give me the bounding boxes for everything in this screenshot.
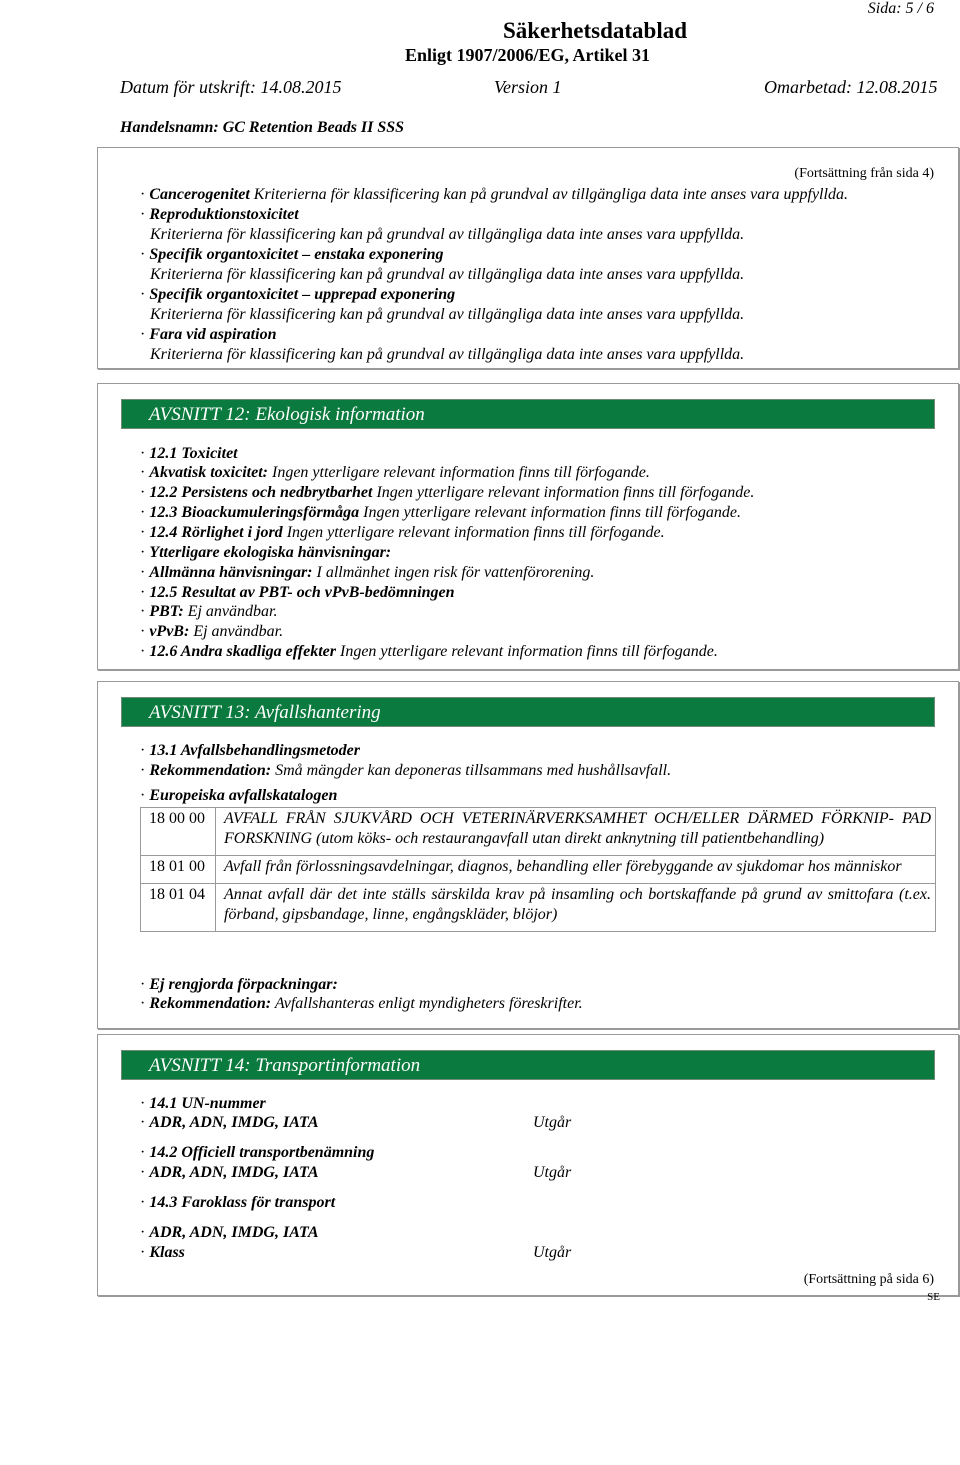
recommendation2-value: Avfallshanteras enligt myndigheters föreskrifter. <box>274 995 583 1012</box>
section-14-heading: AVSNITT 14: Transportinformation <box>121 1050 935 1080</box>
aquatic-value: Ingen ytterligare relevant information finns till förfogande. <box>271 464 650 481</box>
waste-code: 18 01 00 <box>141 856 216 884</box>
uncleaned-packaging-line: · Ej rengjorda förpackningar: <box>140 976 338 993</box>
stot-single-line: · Specifik organtoxicitet – enstaka exponering <box>140 246 444 263</box>
version: Version 1 <box>494 77 562 97</box>
s122-value: Ingen ytterligare relevant information finns till förfogande. <box>376 484 755 501</box>
document-title: Säkerhetsdatablad <box>502 18 688 43</box>
s131-label: 13.1 Avfallsbehandlingsmetoder <box>149 742 360 759</box>
page-number: Sida: 5 / 6 <box>867 0 934 17</box>
table-row <box>141 856 936 884</box>
table-row <box>141 884 936 932</box>
class-label: Klass <box>149 1244 185 1261</box>
criteria-text: Kriterierna för klassificering kan på grundval av tillgängliga data inte anses vara uppfyllda. <box>253 186 848 203</box>
stot-single-label: Specifik organtoxicitet – enstaka exponering <box>149 246 444 263</box>
s126-line: · 12.6 Andra skadliga effekter Ingen ytterligare relevant information finns till förfogande. <box>140 643 718 660</box>
general-notes-line: · Allmänna hänvisningar: I allmänhet ingen risk för vattenförorening. <box>140 564 595 581</box>
s124-line: · 12.4 Rörlighet i jord Ingen ytterligare relevant information finns till förfogande. <box>140 524 665 541</box>
repro-label: Reproduktionstoxicitet <box>149 206 299 223</box>
recommendation-label: Rekommendation: <box>149 762 272 779</box>
carcinogenicity-label: Cancerogenitet <box>149 186 250 203</box>
s125-line: · 12.5 Resultat av PBT- och vPvB-bedömningen <box>140 584 455 601</box>
class-line: · Klass <box>140 1244 185 1261</box>
s124-label: 12.4 Rörlighet i jord <box>149 524 283 541</box>
stot-repeat-label: Specifik organtoxicitet – upprepad exponering <box>149 286 456 303</box>
document-subtitle: Enligt 1907/2006/EG, Artikel 31 <box>404 45 650 65</box>
waste-description: Avfall från förlossningsavdelningar, diagnos, behandling eller förebyggande av sjukdomar hos människor <box>216 856 936 884</box>
recommendation2-line: · Rekommendation: Avfallshanteras enligt myndigheters föreskrifter. <box>140 995 583 1012</box>
s121-label: 12.1 Toxicitet <box>149 445 238 462</box>
eak-line: · Europeiska avfallskatalogen <box>140 787 338 804</box>
s122-label: 12.2 Persistens och nedbrytbarhet <box>149 484 373 501</box>
s142-line: · 14.2 Officiell transportbenämning <box>140 1144 375 1161</box>
modes-label: ADR, ADN, IMDG, IATA <box>149 1224 319 1241</box>
continued-next: (Fortsättning på sida 6) <box>803 1272 934 1287</box>
hazard-class-modes-line: · ADR, ADN, IMDG, IATA <box>140 1224 319 1241</box>
aspiration-criteria: Kriterierna för klassificering kan på grundval av tillgängliga data inte anses vara uppfyllda. <box>150 346 745 363</box>
aspiration-label: Fara vid aspiration <box>149 326 277 343</box>
section-12-heading: AVSNITT 12: Ekologisk information <box>121 399 935 429</box>
country-code: SE <box>927 1291 940 1303</box>
further-eco-label: Ytterligare ekologiska hänvisningar: <box>149 544 392 561</box>
waste-catalogue-table <box>140 807 936 932</box>
s123-value: Ingen ytterligare relevant information finns till förfogande. <box>363 504 742 521</box>
section-13-heading: AVSNITT 13: Avfallshantering <box>121 697 935 727</box>
vpvb-line: · vPvB: Ej användbar. <box>140 623 284 640</box>
s142-label: 14.2 Officiell transportbenämning <box>149 1144 375 1161</box>
s125-label: 12.5 Resultat av PBT- och vPvB-bedömningen <box>149 584 455 601</box>
recommendation-line: · Rekommendation: Små mängder kan deponeras tillsammans med hushållsavfall. <box>140 762 672 779</box>
general-notes-value: I allmänhet ingen risk för vattenförorening. <box>316 564 595 581</box>
s126-value: Ingen ytterligare relevant information finns till förfogande. <box>340 643 718 660</box>
eak-label: Europeiska avfallskatalogen <box>149 787 338 804</box>
vpvb-label: vPvB: <box>149 623 190 640</box>
s121-line: · 12.1 Toxicitet <box>140 445 238 462</box>
stot-repeat-line: · Specifik organtoxicitet – upprepad exponering <box>140 286 456 303</box>
s143-label: 14.3 Faroklass för transport <box>149 1194 336 1211</box>
pbt-value: Ej användbar. <box>187 603 278 620</box>
s126-label: 12.6 Andra skadliga effekter <box>149 643 336 660</box>
print-date: Datum för utskrift: 14.08.2015 <box>120 77 342 97</box>
un-number-value: Utgår <box>533 1114 572 1131</box>
s123-label: 12.3 Bioackumuleringsförmåga <box>149 504 360 521</box>
waste-code: 18 00 00 <box>141 808 216 856</box>
waste-description: Annat avfall där det inte ställs särskilda krav på insamling och bortskaffande på grund av smittofara (t.ex. förband, gipsbandage, linne, engångskläder, blöjor) <box>216 884 936 932</box>
revised-date: Omarbetad: 12.08.2015 <box>764 77 938 97</box>
uncleaned-packaging-label: Ej rengjorda förpackningar: <box>149 976 338 993</box>
s122-line: · 12.2 Persistens och nedbrytbarhet Ingen ytterligare relevant information finns till förfogande. <box>140 484 755 501</box>
modes-label: ADR, ADN, IMDG, IATA <box>149 1164 319 1181</box>
repro-criteria: Kriterierna för klassificering kan på grundval av tillgängliga data inte anses vara uppfyllda. <box>150 226 745 243</box>
un-number-modes-line: · ADR, ADN, IMDG, IATA <box>140 1114 319 1131</box>
aquatic-line: · Akvatisk toxicitet: Ingen ytterligare relevant information finns till förfogande. <box>140 464 650 481</box>
stot-repeat-criteria: Kriterierna för klassificering kan på grundval av tillgängliga data inte anses vara uppfyllda. <box>150 306 745 323</box>
repro-line: · Reproduktionstoxicitet <box>140 206 299 223</box>
stot-single-criteria: Kriterierna för klassificering kan på grundval av tillgängliga data inte anses vara uppfyllda. <box>150 266 745 283</box>
continued-from: (Fortsättning från sida 4) <box>794 166 934 181</box>
pbt-label: PBT: <box>149 603 184 620</box>
s141-label: 14.1 UN-nummer <box>149 1095 266 1112</box>
class-value: Utgår <box>533 1244 572 1261</box>
aquatic-label: Akvatisk toxicitet: <box>149 464 268 481</box>
s143-line: · 14.3 Faroklass för transport <box>140 1194 336 1211</box>
further-eco-line: · Ytterligare ekologiska hänvisningar: <box>140 544 392 561</box>
carcinogenicity-line: · Cancerogenitet Kriterierna för klassificering kan på grundval av tillgängliga data inte anses vara uppfyllda. <box>140 186 848 203</box>
recommendation-value: Små mängder kan deponeras tillsammans med hushållsavfall. <box>275 762 672 779</box>
aspiration-line: · Fara vid aspiration <box>140 326 277 343</box>
s141-line: · 14.1 UN-nummer <box>140 1095 266 1112</box>
waste-description: AVFALL FRÅN SJUKVÅRD OCH VETERINÄRVERKSAMHET OCH/ELLER DÄRMED FÖRKNIP- PAD FORSKNING (utom köks- och restaurangavfall utan direkt anknytning till patientbehandling) <box>216 808 936 856</box>
shipping-name-modes-line: · ADR, ADN, IMDG, IATA <box>140 1164 319 1181</box>
table-row <box>141 808 936 856</box>
pbt-line: · PBT: Ej användbar. <box>140 603 278 620</box>
trade-name: Handelsnamn: GC Retention Beads II SSS <box>120 119 405 136</box>
s123-line: · 12.3 Bioackumuleringsförmåga Ingen ytterligare relevant information finns till förfogande. <box>140 504 742 521</box>
s131-line: · 13.1 Avfallsbehandlingsmetoder <box>140 742 360 759</box>
s124-value: Ingen ytterligare relevant information finns till förfogande. <box>286 524 665 541</box>
recommendation2-label: Rekommendation: <box>149 995 272 1012</box>
vpvb-value: Ej användbar. <box>193 623 284 640</box>
shipping-name-value: Utgår <box>533 1164 572 1181</box>
modes-label: ADR, ADN, IMDG, IATA <box>149 1114 319 1131</box>
general-notes-label: Allmänna hänvisningar: <box>149 564 313 581</box>
waste-code: 18 01 04 <box>141 884 216 932</box>
